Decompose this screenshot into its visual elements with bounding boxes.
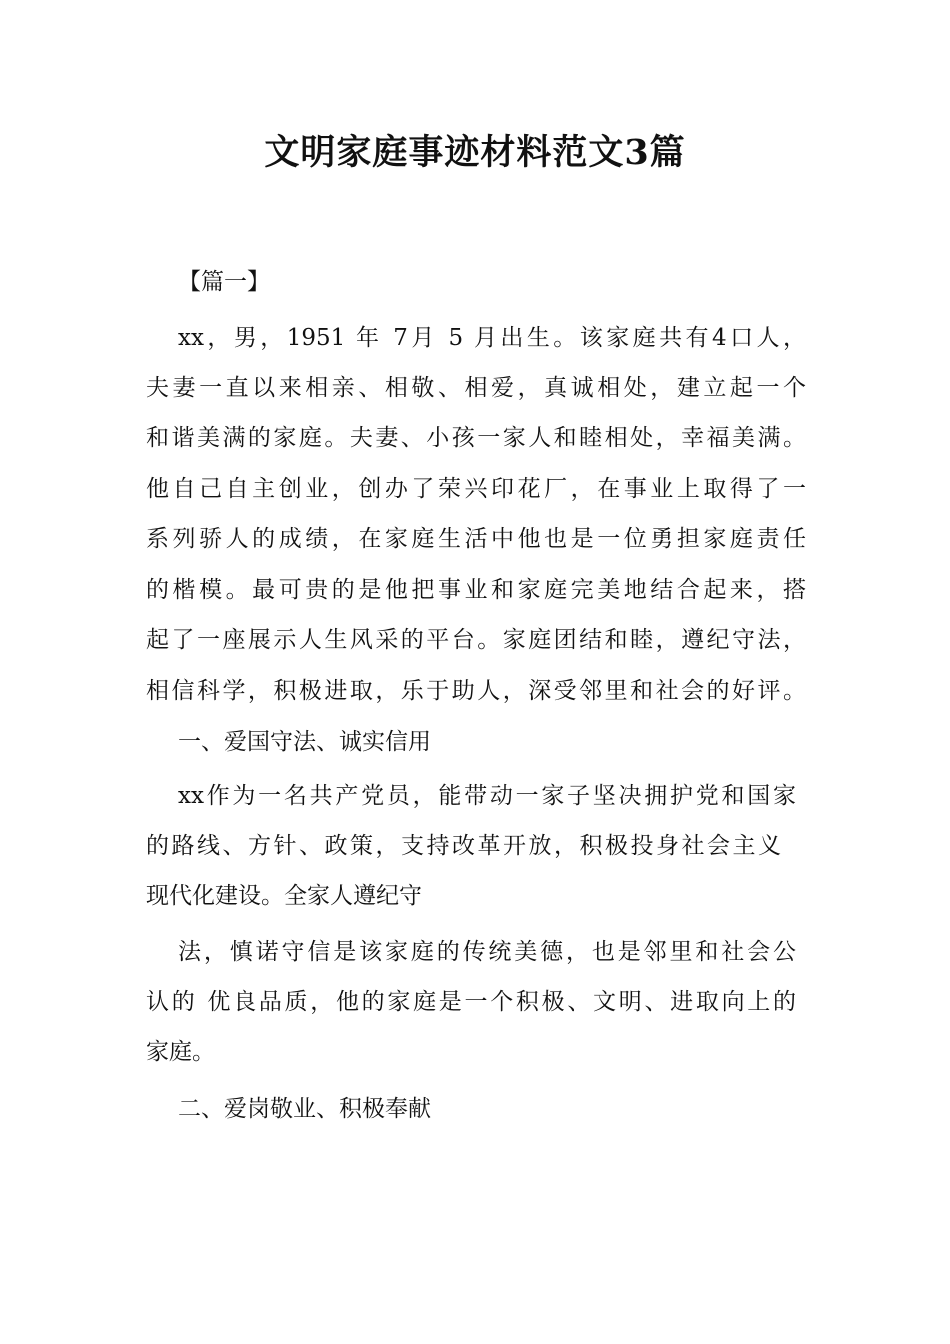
paragraph-line: 相信科学，积极进取，乐于助人，深受邻里和社会的好评。	[146, 678, 806, 704]
paragraph-line: 认的 优良品质，他的家庭是一个积极、文明、进取向上的	[146, 989, 796, 1015]
paragraph-line: 和谐美满的家庭。夫妻、小孩一家人和睦相处，幸福美满。	[146, 425, 806, 451]
paragraph-line: 的楷模。最可贵的是他把事业和家庭完美地结合起来，搭	[146, 577, 806, 603]
paragraph-line: xx作为一名共产党员，能带动一家子坚决拥护党和国家	[178, 783, 796, 809]
document-title: 文明家庭事迹材料范文3篇	[264, 132, 686, 173]
paragraph-line: 法，慎诺守信是该家庭的传统美德，也是邻里和社会公	[178, 939, 796, 965]
section-heading: 一、爱国守法、诚实信用	[178, 729, 431, 755]
paragraph-line: 起了一座展示人生风采的平台。家庭团结和睦，遵纪守法，	[146, 627, 806, 653]
paragraph-line: 系列骄人的成绩，在家庭生活中他也是一位勇担家庭责任	[146, 526, 806, 552]
paragraph-line: 夫妻一直以来相亲、相敬、相爱，真诚相处，建立起一个	[146, 375, 806, 401]
paragraph-line: 的路线、方针、政策，支持改革开放，积极投身社会主义	[146, 833, 781, 859]
section-heading: 二、爱岗敬业、积极奉献	[178, 1096, 431, 1122]
paragraph-line: xx，男，1951 年 7月 5 月出生。该家庭共有4口人，	[178, 325, 806, 351]
section-label: 【篇一】	[178, 269, 270, 295]
paragraph-line: 家庭。	[146, 1039, 215, 1065]
paragraph-line: 他自己自主创业，创办了荣兴印花厂，在事业上取得了一	[146, 476, 806, 502]
paragraph-line: 现代化建设。全家人遵纪守	[146, 883, 422, 909]
